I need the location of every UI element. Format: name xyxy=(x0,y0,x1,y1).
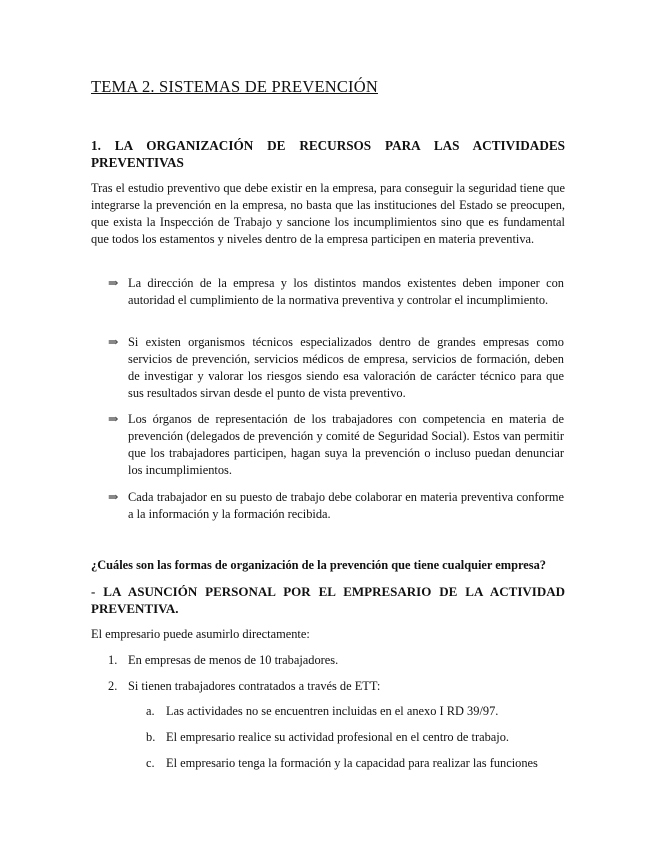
section-2-intro: El empresario puede asumirlo directamente: xyxy=(91,627,310,641)
arrow-bullet-icon: ⇒ xyxy=(108,335,119,349)
list-item-text: Si tienen trabajadores contratados a través de ETT: xyxy=(128,679,381,693)
question-heading: ¿Cuáles son las formas de organización de la prevención que tiene cualquier empresa? xyxy=(91,558,547,572)
bullet-text: Los órganos de representación de los trabajadores con competencia en materia de prevención (delegados de prevención y comité de Seguridad Social). Estos van permitir que los trabajadores participen, hagan suya la prevención o incluso puedan denunciar los incumplimientos. xyxy=(128,412,564,477)
list-item-text: El empresario realice su actividad profesional en el centro de trabajo. xyxy=(166,730,509,744)
numbered-item xyxy=(108,652,564,669)
bullet-item xyxy=(108,411,564,479)
list-letter: a. xyxy=(146,704,155,718)
list-letter: c. xyxy=(146,756,155,770)
bullet-item xyxy=(108,489,564,523)
list-item-text: El empresario tenga la formación y la capacidad para realizar las funciones xyxy=(166,756,538,770)
bullet-item xyxy=(108,275,564,309)
lettered-item xyxy=(146,729,566,746)
section-2-heading: - LA ASUNCIÓN PERSONAL POR EL EMPRESARIO DE LA ACTIVIDAD PREVENTIVA. xyxy=(91,584,565,616)
bullet-text: Cada trabajador en su puesto de trabajo debe colaborar en materia preventiva conforme a la información y la formación recibida. xyxy=(128,490,564,521)
lettered-item xyxy=(146,703,566,720)
arrow-bullet-icon: ⇒ xyxy=(108,490,119,504)
document-title: TEMA 2. SISTEMAS DE PREVENCIÓN xyxy=(91,77,378,96)
list-number: 2. xyxy=(108,679,118,693)
section-1-heading: 1. LA ORGANIZACIÓN DE RECURSOS PARA LAS ACTIVIDADES PREVENTIVAS xyxy=(91,138,565,170)
list-letter: b. xyxy=(146,730,156,744)
list-item-text: En empresas de menos de 10 trabajadores. xyxy=(128,653,339,667)
list-item-text: Las actividades no se encuentren incluidas en el anexo I RD 39/97. xyxy=(166,704,499,718)
arrow-bullet-icon: ⇒ xyxy=(108,412,119,426)
bullet-text: La dirección de la empresa y los distintos mandos existentes deben imponer con autoridad el cumplimiento de la normativa preventiva y controlar el incumplimiento. xyxy=(128,276,564,307)
lettered-item xyxy=(146,755,566,772)
bullet-item xyxy=(108,334,564,402)
section-1-intro: Tras el estudio preventivo que debe existir en la empresa, para conseguir la seguridad tiene que integrarse la prevención en la empresa, no basta que las instituciones del Estado se preocupen, que exista la Inspección de Trabajo y sancione los incumplimientos sino que es fundamental que todos los estamentos y niveles dentro de la empresa participen en materia preventiva. xyxy=(91,181,565,246)
arrow-bullet-icon: ⇒ xyxy=(108,276,119,290)
bullet-text: Si existen organismos técnicos especializados dentro de grandes empresas como servicios de prevención, servicios médicos de empresa, servicios de formación, deben de investigar y valorar los riesgos siendo esa valoración de carácter técnico para que sus resultados sirvan desde el punto de vista preventivo. xyxy=(128,335,564,400)
numbered-item xyxy=(108,678,564,695)
list-number: 1. xyxy=(108,653,118,667)
